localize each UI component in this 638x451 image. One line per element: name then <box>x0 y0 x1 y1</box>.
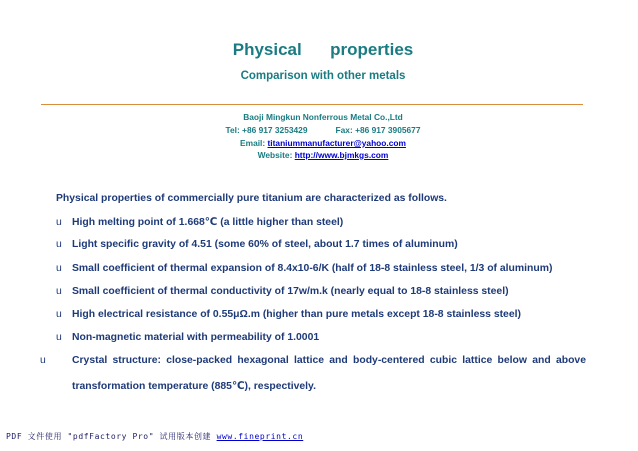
company-email-line <box>0 137 638 149</box>
list-item-text-line1 <box>40 355 586 366</box>
title-word-physical: Physical <box>232 40 302 59</box>
list-item <box>56 309 521 320</box>
list-item-text: Crystal structure: close-packed hexagonal lattice and body-centered cubic lattice below and above <box>72 355 586 366</box>
list-item <box>56 216 343 228</box>
list-item-text: Light specific gravity of 4.51 (some 60% of steel, about 1.7 times of aluminum) <box>72 239 458 250</box>
header-divider <box>41 104 583 105</box>
list-item <box>56 263 552 274</box>
intro-paragraph: Physical properties of commercially pure titanium are characterized as follows. <box>56 193 447 204</box>
list-item-text: High melting point of 1.668℃ (a little higher than steel) <box>72 217 344 228</box>
email-label: Email: <box>240 138 268 148</box>
list-item-text-line2: transformation temperature (885℃), respectively. <box>72 381 316 392</box>
list-item <box>56 239 458 250</box>
website-label: Website: <box>257 150 295 160</box>
list-item <box>40 355 586 392</box>
bullet-marker: u <box>56 217 62 228</box>
title-word-properties: properties <box>330 40 414 59</box>
company-phone-line <box>0 124 638 136</box>
page-title <box>0 40 638 60</box>
bullet-marker: u <box>40 355 46 366</box>
footer-text: PDF 文件使用 "pdfFactory Pro" 试用版本创建 <box>6 432 217 441</box>
page-subtitle: Comparison with other metals <box>240 70 406 82</box>
list-item-text: Small coefficient of thermal expansion of 8.4x10-6/K (half of 18-8 stainless steel, 1/3 of aluminum) <box>72 263 553 274</box>
company-website-line <box>0 149 638 161</box>
list-item-text: Non-magnetic material with permeability of 1.0001 <box>72 332 320 343</box>
company-name: Baoji Mingkun Nonferrous Metal Co.,Ltd <box>243 112 403 122</box>
list-item-text: Small coefficient of thermal conductivity of 17w/m.k (nearly equal to 18-8 stainless steel) <box>72 286 509 297</box>
email-link[interactable]: titaniummanufacturer@yahoo.com <box>267 138 406 148</box>
website-link[interactable]: http://www.bjmkgs.com <box>294 150 389 160</box>
list-item <box>56 332 319 343</box>
company-fax: Fax: +86 917 3905677 <box>335 125 421 135</box>
bullet-marker: u <box>56 332 62 343</box>
list-item <box>56 286 509 297</box>
bullet-marker: u <box>56 239 62 250</box>
list-item-text: High electrical resistance of 0.55μΩ.m (higher than pure metals except 18-8 stainless steel) <box>72 309 521 320</box>
footer-link[interactable]: www.fineprint.cn <box>216 432 304 441</box>
pdf-footer <box>6 431 303 442</box>
bullet-marker: u <box>56 263 62 274</box>
bullet-marker: u <box>56 309 62 320</box>
company-tel: Tel: +86 917 3253429 <box>225 125 308 135</box>
bullet-marker: u <box>56 286 62 297</box>
